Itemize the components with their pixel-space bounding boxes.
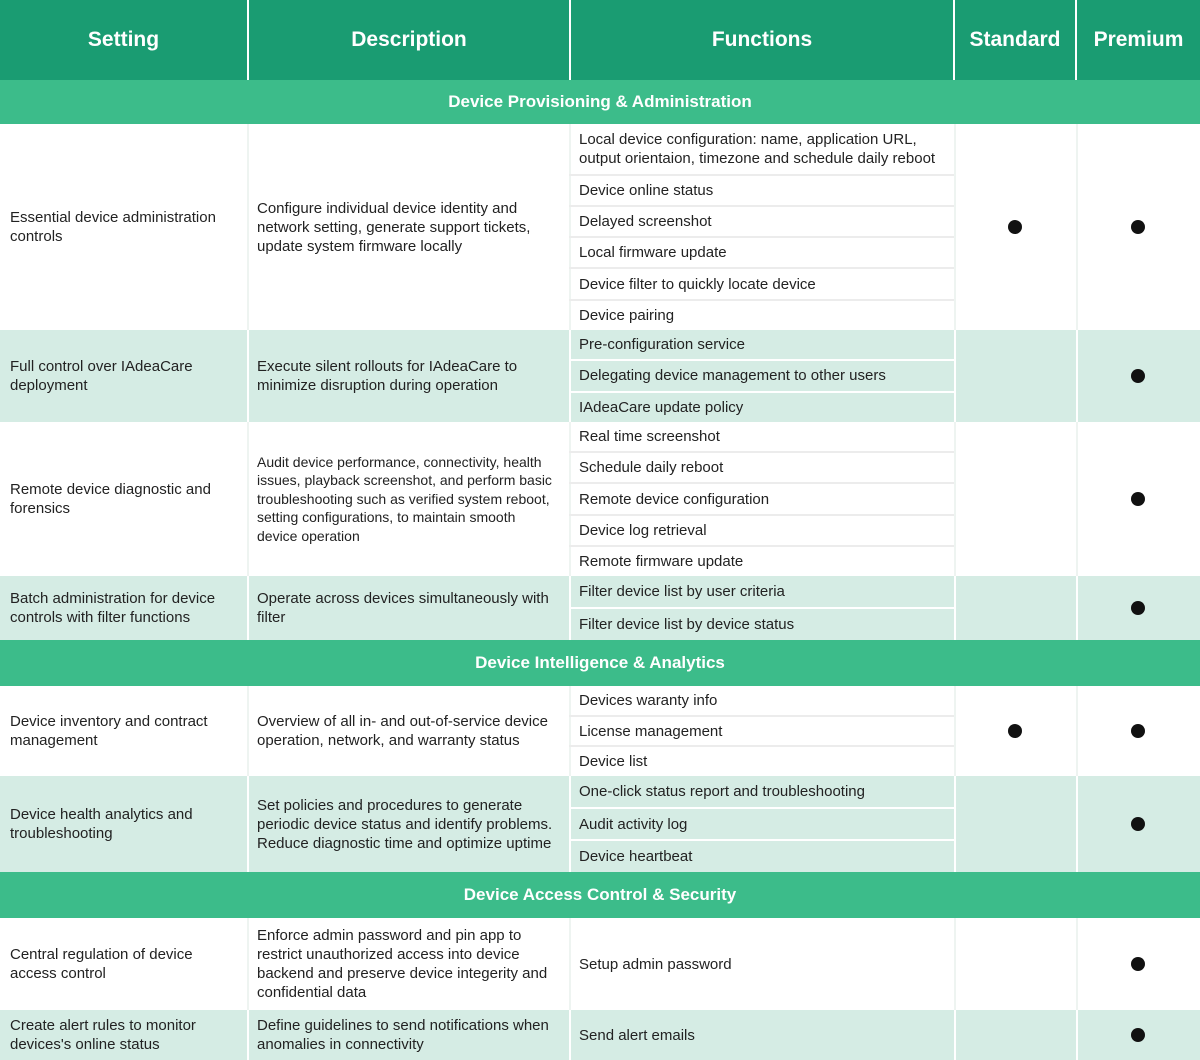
setting-cell: Central regulation of device access control — [10, 946, 193, 982]
included-dot-icon — [1131, 492, 1145, 506]
description-cell: Overview of all in- and out-of-service device operation, network, and warranty status — [257, 713, 548, 749]
included-dot-icon — [1131, 601, 1145, 615]
table-row — [0, 576, 1200, 640]
functions-cell — [569, 576, 954, 640]
header-standard: Standard — [955, 0, 1077, 80]
description-cell: Configure individual device identity and network setting, generate support tickets, update system firmware locally — [257, 199, 531, 255]
description-cell: Set policies and procedures to generate periodic device status and identify problems. Reduce diagnostic time and optimize uptime — [257, 796, 553, 852]
header-setting: Setting — [0, 0, 249, 80]
premium-cell — [1076, 776, 1200, 872]
function-item: Real time screenshot — [569, 422, 954, 453]
premium-cell — [1076, 422, 1200, 576]
section-title: Device Provisioning & Administration — [0, 80, 1200, 124]
setting-cell: Device health analytics and troubleshooting — [10, 806, 193, 842]
table-row — [0, 918, 1200, 1010]
description-cell: Define guidelines to send notifications when anomalies in connectivity — [257, 1017, 549, 1053]
function-item: Setup admin password — [579, 955, 732, 973]
description-cell: Audit device performance, connectivity, health issues, playback screenshot, and perform basic troubleshooting such as verified system reboot, setting configurations, to maintain smooth device operation — [257, 453, 552, 544]
table-row — [0, 686, 1200, 776]
function-item: Device online status — [569, 176, 954, 207]
function-item: IAdeaCare update policy — [579, 398, 744, 416]
functions-cell — [569, 330, 954, 422]
premium-cell — [1076, 124, 1200, 330]
function-item: License management — [569, 717, 954, 748]
functions-cell — [569, 776, 954, 872]
standard-cell — [954, 1010, 1076, 1060]
table-row — [0, 330, 1200, 422]
header-premium: Premium — [1077, 0, 1200, 80]
section-title: Device Access Control & Security — [0, 872, 1200, 918]
function-item: Delayed screenshot — [569, 207, 954, 238]
function-item: Schedule daily reboot — [569, 453, 954, 484]
included-dot-icon — [1131, 220, 1145, 234]
included-dot-icon — [1131, 817, 1145, 831]
function-item: Devices waranty info — [569, 686, 954, 717]
functions-cell — [569, 422, 954, 576]
function-item: Remote firmware update — [579, 552, 744, 570]
section-title: Device Intelligence & Analytics — [0, 640, 1200, 686]
function-item: Device heartbeat — [579, 848, 693, 866]
setting-cell: Batch administration for device controls with filter functions — [10, 590, 216, 626]
premium-cell — [1076, 918, 1200, 1010]
included-dot-icon — [1131, 369, 1145, 383]
functions-cell — [569, 918, 954, 1010]
standard-cell — [954, 422, 1076, 576]
function-item: Filter device list by user criteria — [569, 576, 954, 609]
function-item: Pre-configuration service — [569, 330, 954, 361]
setting-cell: Full control over IAdeaCare deployment — [10, 358, 193, 394]
function-item: Send alert emails — [579, 1026, 695, 1044]
functions-cell — [569, 124, 954, 330]
functions-cell — [569, 686, 954, 776]
description-cell: Enforce admin password and pin app to restrict unauthorized access into device backend and preserve device integerity and confidential data — [257, 927, 548, 1001]
included-dot-icon — [1131, 724, 1145, 738]
function-item: Local firmware update — [569, 238, 954, 269]
function-item: Audit activity log — [569, 809, 954, 842]
standard-cell — [954, 918, 1076, 1010]
setting-cell: Essential device administration controls — [10, 209, 216, 245]
standard-cell — [954, 124, 1076, 330]
header-description: Description — [249, 0, 571, 80]
table-row — [0, 1010, 1200, 1060]
function-item: Local device configuration: name, application URL, output orientaion, timezone and schedule daily reboot — [569, 124, 954, 176]
description-cell: Operate across devices simultaneously with filter — [257, 590, 549, 626]
function-item: Device log retrieval — [569, 516, 954, 547]
setting-cell: Create alert rules to monitor devices's online status — [10, 1017, 196, 1053]
standard-cell — [954, 776, 1076, 872]
standard-cell — [954, 686, 1076, 776]
function-item: Filter device list by device status — [579, 616, 795, 633]
premium-cell — [1076, 686, 1200, 776]
standard-cell — [954, 576, 1076, 640]
premium-cell — [1076, 330, 1200, 422]
table-row — [0, 776, 1200, 872]
function-item: Remote device configuration — [569, 484, 954, 515]
function-item: Device list — [579, 753, 648, 771]
standard-cell — [954, 330, 1076, 422]
function-item: One-click status report and troubleshooting — [569, 776, 954, 809]
table-row — [0, 124, 1200, 330]
function-item: Device filter to quickly locate device — [569, 269, 954, 300]
table-row — [0, 422, 1200, 576]
function-item: Delegating device management to other users — [569, 361, 954, 392]
function-item: Device pairing — [579, 306, 675, 324]
included-dot-icon — [1131, 957, 1145, 971]
setting-cell: Remote device diagnostic and forensics — [10, 481, 211, 517]
description-cell: Execute silent rollouts for IAdeaCare to minimize disruption during operation — [257, 358, 518, 394]
premium-cell — [1076, 1010, 1200, 1060]
header-functions: Functions — [571, 0, 955, 80]
included-dot-icon — [1008, 724, 1022, 738]
premium-cell — [1076, 576, 1200, 640]
setting-cell: Device inventory and contract management — [10, 713, 208, 749]
included-dot-icon — [1008, 220, 1022, 234]
functions-cell — [569, 1010, 954, 1060]
included-dot-icon — [1131, 1028, 1145, 1042]
